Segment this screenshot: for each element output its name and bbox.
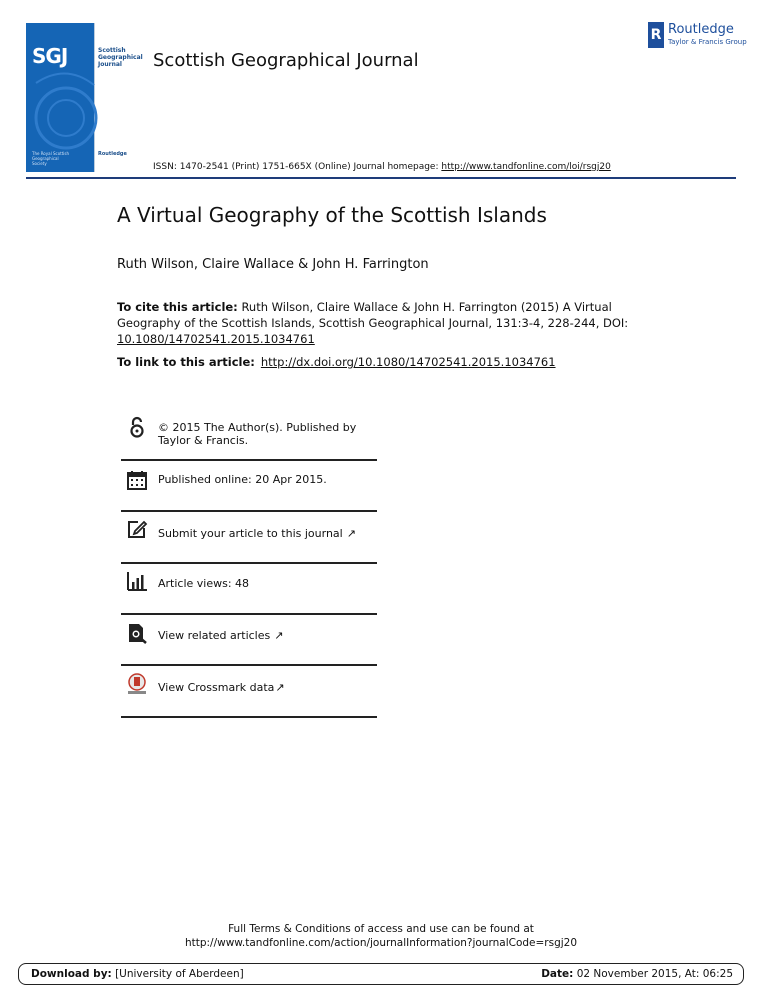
- terms-line: Full Terms & Conditions of access and use can be found at: [228, 923, 534, 935]
- views-row: [121, 564, 377, 615]
- open-access-icon: [126, 416, 148, 438]
- cite-label: To cite this article:: [117, 300, 238, 314]
- publisher-group: Taylor & Francis Group: [668, 38, 747, 46]
- related-link[interactable]: [158, 629, 380, 642]
- submit-text: Submit your article to this journal: [158, 527, 343, 540]
- related-row[interactable]: [121, 615, 377, 666]
- journal-cover: [26, 23, 143, 172]
- publisher-logo[interactable]: [648, 22, 748, 48]
- cover-side-strip: [94, 23, 143, 172]
- published-text: Published online: 20 Apr 2015.: [158, 473, 327, 486]
- routledge-r-icon: R: [648, 22, 664, 48]
- header-divider: [26, 177, 736, 179]
- cover-abbrev: SGJ: [32, 44, 68, 68]
- search-document-icon: [126, 622, 148, 644]
- publisher-name: Routledge: [668, 22, 734, 37]
- journal-title: Scottish Geographical Journal: [153, 50, 419, 71]
- published-row: [121, 461, 377, 512]
- doi-link[interactable]: 10.1080/14702541.2015.1034761: [117, 332, 315, 346]
- related-text: View related articles: [158, 629, 271, 642]
- link-label: To link to this article:: [117, 355, 255, 369]
- citation-block: [117, 299, 637, 347]
- calendar-icon: [126, 469, 148, 491]
- license-text: © 2015 The Author(s). Published by Taylor & Francis.: [158, 421, 357, 447]
- date-label: Date:: [541, 968, 574, 980]
- cover-journal-name: Scottish Geographical Journal: [98, 47, 143, 68]
- external-link-icon: ↗: [346, 527, 356, 540]
- edit-icon: [126, 518, 148, 540]
- download-by: [31, 968, 244, 980]
- journal-homepage-link[interactable]: http://www.tandfonline.com/loi/rsgj20: [441, 162, 611, 172]
- download-value: [University of Aberdeen]: [115, 968, 244, 980]
- issn-text: ISSN: 1470-2541 (Print) 1751-665X (Online) Journal homepage:: [153, 162, 442, 172]
- crossmark-row[interactable]: [121, 666, 377, 718]
- submit-link[interactable]: [158, 527, 380, 540]
- crossmark-link[interactable]: [158, 681, 380, 694]
- cover-publisher-mark: Routledge: [98, 151, 127, 157]
- terms-url-link[interactable]: http://www.tandfonline.com/action/journalInformation?journalCode=rsgj20: [184, 937, 578, 949]
- submit-row[interactable]: [121, 512, 377, 564]
- crossmark-text: View Crossmark data: [158, 681, 275, 694]
- license-row: [121, 413, 377, 461]
- download-info-box: [18, 963, 744, 985]
- external-link-icon: ↗: [274, 629, 284, 642]
- article-link-line: [117, 355, 556, 369]
- article-title: A Virtual Geography of the Scottish Islands: [117, 203, 547, 227]
- views-text: Article views: 48: [158, 577, 250, 590]
- bar-chart-icon: [126, 570, 148, 592]
- article-authors: Ruth Wilson, Claire Wallace & John H. Farrington: [117, 257, 429, 272]
- cite-text: Ruth Wilson, Claire Wallace & John H. Farrington (2015) A Virtual Geography of the Scottish Islands, Scottish Geographical Journal, 131:3-4, 228-244, DOI:: [117, 300, 629, 330]
- download-date: [541, 968, 733, 980]
- terms-block: [0, 922, 762, 950]
- article-url-link[interactable]: http://dx.doi.org/10.1080/14702541.2015.1034761: [260, 355, 556, 369]
- download-label: Download by:: [31, 968, 112, 980]
- external-link-icon: ↗: [275, 681, 285, 694]
- cover-society: The Royal Scottish Geographical Society: [32, 151, 70, 166]
- date-value: 02 November 2015, At: 06:25: [576, 968, 733, 980]
- crossmark-icon: [126, 673, 148, 695]
- issn-line: [153, 162, 611, 172]
